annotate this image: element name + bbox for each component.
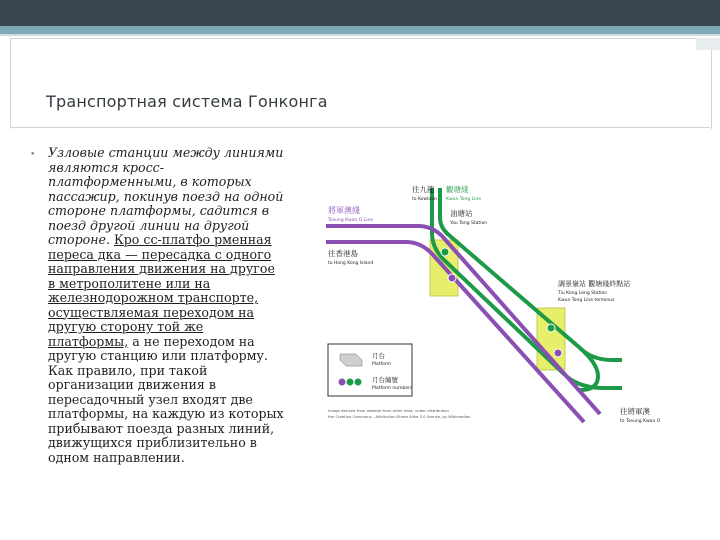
legend-numbers-cn: 月台編號 (372, 376, 398, 384)
kwun-tong-line-cn: 觀塘綫 (446, 185, 469, 194)
tiu-keng-leng-en2: Kwun Tong Line terminus (558, 298, 615, 303)
credit-line-2: the Creative Commons - Attribution-Share Alike 3.0 license, by Wikimedian (328, 414, 471, 419)
slide-title: Транспортная система Гонконга (46, 92, 328, 111)
kwun-tong-line-en: Kwun Tong Line (446, 197, 482, 202)
to-tko-cn: 往將軍澳 (620, 407, 650, 416)
tiu-keng-leng-en1: Tiu Keng Leng Station (558, 291, 608, 296)
top-accent-bar (0, 26, 720, 34)
to-tko-en: to Tseung Kwan O (620, 419, 660, 424)
credit-line-1: Image derived from website from other data, under distribution (328, 408, 449, 413)
to-kowloon-cn: 往九龍 (412, 185, 435, 194)
body-regular-text: а не переходом на другую станцию или платформу. Как правило, при такой организации движения в пересадочный узел входят две платформы, на каждую из которых прибывают поезда разных линий, движущихся приблизительно в одном направлении. (48, 333, 284, 465)
legend-platform-cn: 月台 (372, 352, 385, 360)
tiu-keng-leng-cn: 調景嶺站 觀塘綫終點站 (558, 280, 631, 288)
header-divider (10, 127, 710, 128)
interchange-map (322, 178, 660, 428)
bullet-icon: • (30, 150, 36, 160)
yau-tong-cn: 油塘站 (450, 209, 473, 218)
tko-line-en: Tseung Kwan O Line (328, 218, 374, 223)
to-kowloon-en: to Kowloon (412, 197, 437, 202)
map-legend (328, 344, 413, 396)
legend-platform-en: Platform (372, 362, 391, 367)
body-italic-text: Узловые станции между линиями являются кросс-платформенными, в которых пассажир, покинув поезд на одной стороне платформы, садится в поезд другой линии на другой стороне. (48, 145, 284, 247)
definition-link[interactable]: Кро сс-платфо рменная переса дка — пересадка с одного направления движения на другое в метрополитене или на железнодорожном транспорте, осуществляемая переходом на другую сторону той же платформы, (48, 232, 275, 349)
top-bar (0, 0, 720, 26)
tko-line-cn: 將軍澳綫 (328, 206, 360, 215)
legend-numbers-en: Platform numbers (372, 386, 413, 391)
body-text (48, 146, 284, 465)
yau-tong-en: Yau Tong Station (450, 221, 488, 226)
header-panel (10, 38, 712, 129)
top-thin-bar (0, 34, 720, 36)
corner-tab (696, 38, 720, 50)
to-hk-island-cn: 往香港島 (328, 249, 358, 258)
to-hk-island-en: to Hong Kong Island (328, 261, 374, 266)
